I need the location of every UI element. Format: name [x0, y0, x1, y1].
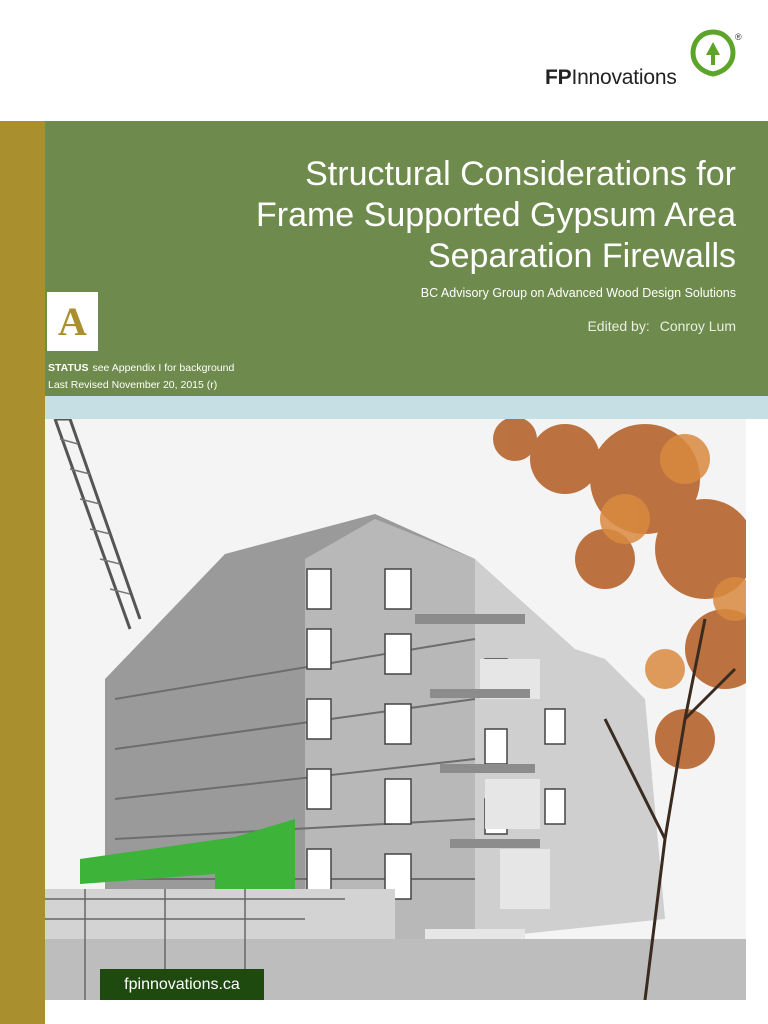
status-line — [48, 362, 234, 374]
document-subtitle: BC Advisory Group on Advanced Wood Design Solutions — [420, 286, 736, 300]
editor-label: Edited by: — [587, 318, 650, 334]
gold-side-bar — [0, 121, 45, 1024]
last-revised: Last Revised November 20, 2015 (r) — [48, 379, 218, 391]
divider-strip — [45, 396, 768, 419]
title-line: Separation Firewalls — [427, 237, 736, 275]
status-label: STATUS — [48, 362, 89, 374]
registered-mark: ® — [735, 32, 742, 42]
leaf-icon — [687, 28, 739, 80]
editor-name: Conroy Lum — [659, 318, 736, 334]
editor-credit — [587, 318, 736, 334]
rating-letter: A — [58, 299, 87, 344]
website-link[interactable]: fpinnovations.ca — [100, 969, 264, 1000]
status-rating-badge — [47, 292, 98, 351]
title-line: Structural Considerations for — [305, 155, 736, 193]
status-text: see Appendix I for background — [92, 362, 235, 374]
document-title — [176, 154, 736, 277]
cover-photo — [45, 419, 746, 1000]
title-line: Frame Supported Gypsum Area — [255, 196, 736, 234]
fpinnovations-logo — [545, 28, 750, 94]
logo-wordmark: FPInnovations — [545, 66, 677, 89]
